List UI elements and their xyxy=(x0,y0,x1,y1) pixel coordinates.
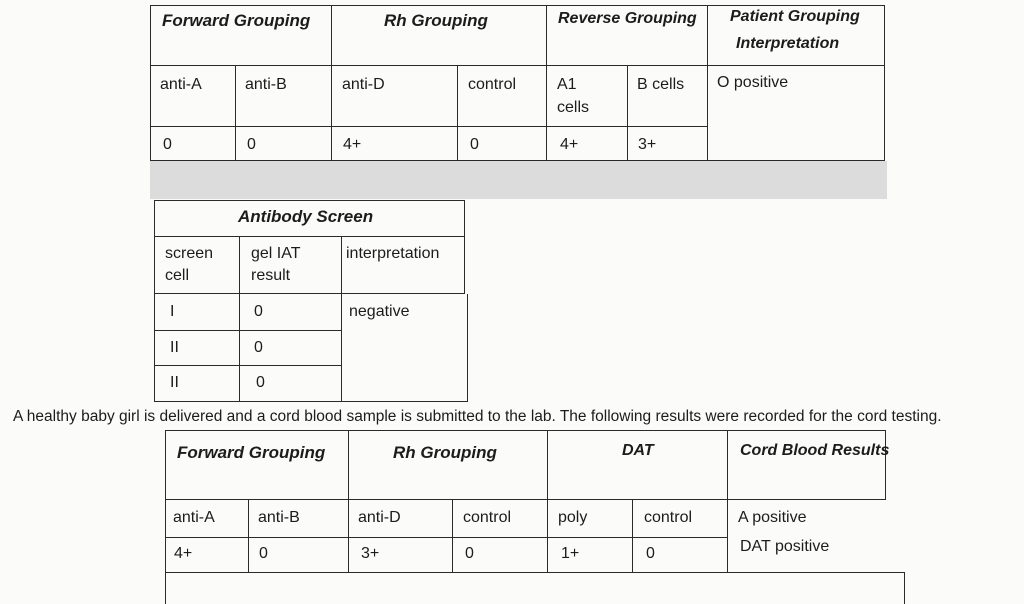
antibody-screen-title: Antibody Screen xyxy=(238,207,374,226)
gel-result-2: 0 xyxy=(254,339,263,356)
cord-value-anti-a: 4+ xyxy=(174,545,193,562)
table-border xyxy=(464,200,465,294)
table-border xyxy=(547,430,548,572)
table-border xyxy=(165,537,727,538)
table-border xyxy=(150,5,151,160)
screen-cell-2: II xyxy=(170,339,179,356)
value-control: 0 xyxy=(470,136,479,153)
cord-col-dat-control: control xyxy=(644,509,693,526)
cord-result-dat: DAT positive xyxy=(740,538,830,555)
table-border xyxy=(154,236,464,237)
patient-interpretation-value: O positive xyxy=(717,74,789,91)
table-border xyxy=(348,430,349,572)
table-border xyxy=(452,499,453,572)
table-border xyxy=(331,5,332,160)
table-border xyxy=(884,5,885,160)
value-anti-d: 4+ xyxy=(343,136,362,153)
col-control: control xyxy=(468,76,517,93)
col-screen-cell: screen xyxy=(165,245,214,262)
screen-cell-1: I xyxy=(170,303,175,320)
cord-col-anti-d: anti-D xyxy=(358,509,401,526)
cord-header-results: Cord Blood Results xyxy=(740,442,890,459)
table-border xyxy=(165,430,886,431)
value-a1-cells: 4+ xyxy=(560,136,579,153)
table-border xyxy=(904,572,905,604)
cord-value-anti-b: 0 xyxy=(259,545,268,562)
table-border xyxy=(248,499,249,572)
table-border xyxy=(165,572,905,573)
table-border xyxy=(150,65,885,66)
table-border xyxy=(154,200,464,201)
col-anti-a: anti-A xyxy=(160,76,202,93)
value-anti-b: 0 xyxy=(247,136,256,153)
gray-separator-band xyxy=(150,161,887,199)
table-border xyxy=(457,65,458,160)
gel-result-3: 0 xyxy=(256,374,265,391)
header-forward-grouping: Forward Grouping xyxy=(162,11,311,30)
cord-value-dat-control: 0 xyxy=(646,545,655,562)
table-border xyxy=(150,126,708,127)
table-border xyxy=(154,330,342,331)
table-border xyxy=(727,430,728,572)
cord-blood-description: A healthy baby girl is delivered and a cord blood sample is submitted to the lab. The following results were recorded for the cord testing. xyxy=(13,408,942,425)
table-border xyxy=(467,294,468,401)
table-border xyxy=(165,430,166,604)
table-border xyxy=(154,401,468,402)
table-border xyxy=(154,365,342,366)
table-border xyxy=(235,65,236,160)
col-anti-d: anti-D xyxy=(342,76,385,93)
table-border xyxy=(154,200,155,401)
col-gel-iat-result: gel IAT xyxy=(251,245,301,262)
table-border xyxy=(239,236,240,401)
header-interpretation: Interpretation xyxy=(736,35,840,52)
cord-value-anti-d: 3+ xyxy=(361,545,380,562)
header-patient-grouping: Patient Grouping xyxy=(730,8,860,25)
table-border xyxy=(546,5,547,160)
header-rh-grouping: Rh Grouping xyxy=(384,11,488,30)
col-anti-b: anti-B xyxy=(245,76,287,93)
cord-col-control: control xyxy=(463,509,512,526)
cord-result-abo: A positive xyxy=(738,509,807,526)
table-border xyxy=(154,293,464,294)
cord-value-control: 0 xyxy=(465,545,474,562)
table-border xyxy=(341,236,342,401)
cord-header-forward-grouping: Forward Grouping xyxy=(177,443,326,462)
col-screen-cell-line2: cell xyxy=(165,267,190,284)
cord-col-poly: poly xyxy=(558,509,588,526)
screen-cell-3: II xyxy=(170,374,179,391)
col-gel-iat-result-line2: result xyxy=(251,267,291,284)
cord-header-rh-grouping: Rh Grouping xyxy=(393,443,497,462)
table-border xyxy=(165,499,886,500)
gel-result-1: 0 xyxy=(254,303,263,320)
table-border xyxy=(632,499,633,572)
table-border xyxy=(707,5,708,160)
col-a1-cells-line2: cells xyxy=(557,99,590,116)
screen-interpretation-value: negative xyxy=(349,303,410,320)
col-b-cells: B cells xyxy=(637,76,685,93)
table-border xyxy=(627,65,628,160)
header-reverse-grouping: Reverse Grouping xyxy=(558,10,697,27)
col-a1-cells: A1 xyxy=(557,76,577,93)
cord-col-anti-b: anti-B xyxy=(258,509,300,526)
col-interpretation: interpretation xyxy=(346,245,440,262)
cord-header-dat: DAT xyxy=(622,442,654,459)
cord-value-poly: 1+ xyxy=(561,545,580,562)
cord-col-anti-a: anti-A xyxy=(173,509,215,526)
value-anti-a: 0 xyxy=(163,136,172,153)
value-b-cells: 3+ xyxy=(638,136,657,153)
